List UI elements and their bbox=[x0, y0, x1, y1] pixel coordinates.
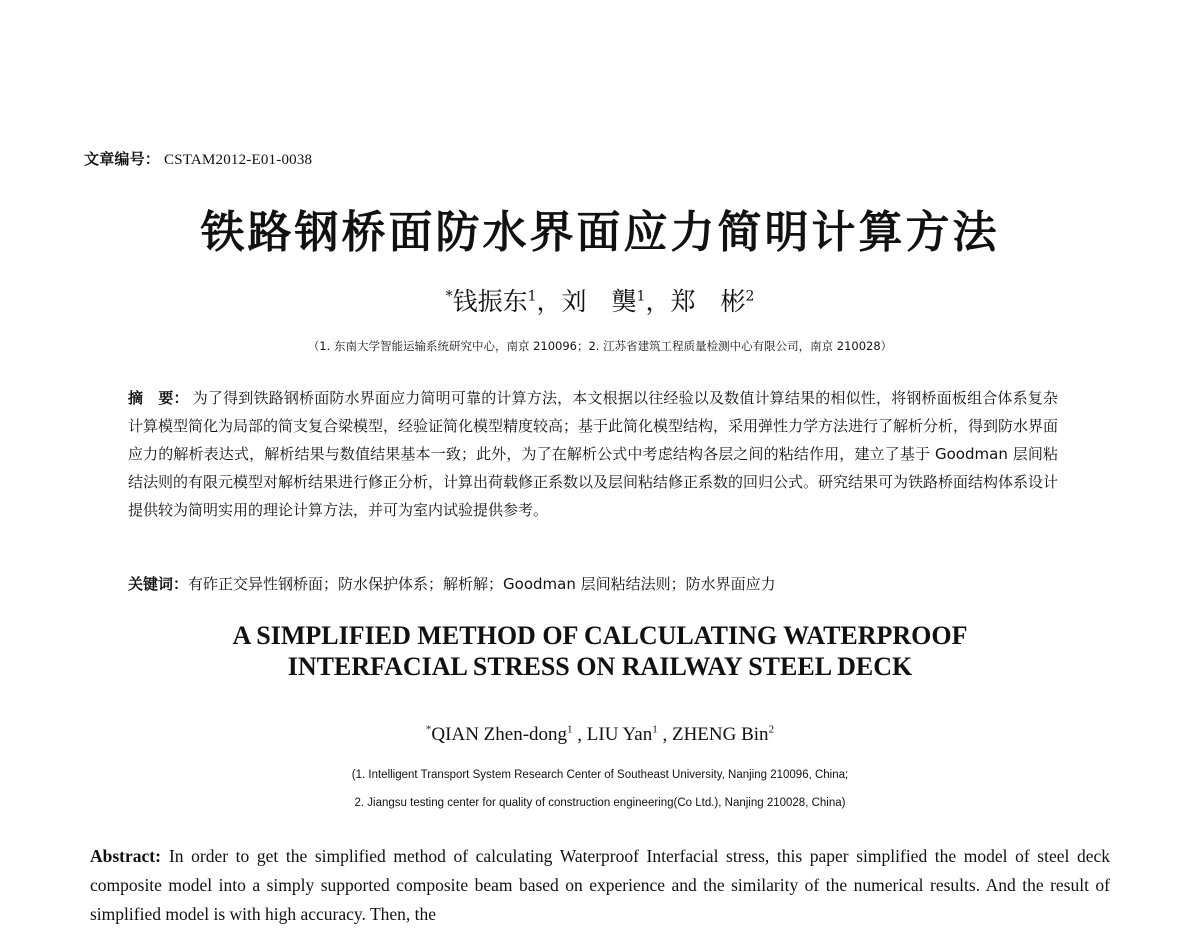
en-author-3: ZHENG Bin$^2$ bbox=[671, 724, 775, 746]
english-title-line-2: INTERFACIAL STRESS ON RAILWAY STEEL DECK bbox=[287, 652, 913, 681]
english-title bbox=[0, 620, 1200, 682]
english-abstract-label: Abstract: bbox=[90, 846, 161, 866]
chinese-keywords-text: 有砟正交异性钢桥面；防水保护体系；解析解；Goodman 层间粘结法则；防水界面应力 bbox=[188, 575, 776, 593]
chinese-title: 铁路钢桥面防水界面应力简明计算方法 bbox=[200, 207, 1000, 258]
english-abstract bbox=[90, 842, 1110, 929]
article-number-value: CSTAM2012-E01-0038 bbox=[164, 152, 313, 168]
en-author-2: LIU Yan$^1$ bbox=[586, 724, 658, 746]
chinese-abstract bbox=[128, 384, 1058, 524]
english-title-line-1: A SIMPLIFIED METHOD OF CALCULATING WATERPROOF bbox=[232, 621, 968, 650]
author-1: *钱振东$^1$ bbox=[445, 287, 537, 316]
article-number bbox=[84, 148, 312, 169]
en-author-1: *QIAN Zhen-dong$^1$ bbox=[425, 724, 573, 746]
english-abstract-text: In order to get the simplified method of calculating Waterproof Interfacial stress, this paper simplified the model of steel deck composite model into a simply supported composite beam based on experience and the similarity of the numerical results. And the result of simplified model is with high accuracy. Then, the bbox=[90, 846, 1110, 924]
chinese-keywords-label: 关键词： bbox=[128, 575, 189, 593]
author-2: 刘 龑$^1$ bbox=[561, 287, 646, 316]
english-authors: *QIAN Zhen-dong$^1$ , LIU Yan$^1$ , ZHENG Bin$^2$ bbox=[425, 724, 775, 746]
article-number-label: 文章编号： bbox=[84, 150, 161, 168]
english-affiliation-1: (1. Intelligent Transport System Research Center of Southeast University, Nanjing 210096, China; bbox=[351, 769, 849, 781]
chinese-affiliation: （1. 东南大学智能运输系统研究中心，南京 210096；2. 江苏省建筑工程质量检测中心有限公司，南京 210028） bbox=[307, 339, 893, 353]
author-3: 郑 彬$^2$ bbox=[670, 287, 755, 316]
english-affiliation-2: 2. Jiangsu testing center for quality of construction engineering(Co Ltd.), Nanjing 210028, China) bbox=[354, 797, 846, 809]
chinese-keywords bbox=[128, 572, 1058, 596]
chinese-authors: *钱振东$^1$，刘 龑$^1$，郑 彬$^2$ bbox=[445, 287, 755, 316]
chinese-abstract-text: 为了得到铁路钢桥面防水界面应力简明可靠的计算方法，本文根据以往经验以及数值计算结果的相似性，将钢桥面板组合体系复杂计算模型简化为局部的简支复合梁模型，经验证简化模型精度较高；基于此简化模型结构，采用弹性力学方法进行了解析分析，得到防水界面应力的解析表达式，解析结果与数值结果基本一致；此外，为了在解析公式中考虑结构各层之间的粘结作用，建立了基于 Goodman 层间粘结法则的有限元模型对解析结果进行修正分析，计算出荷载修正系数以及层间粘结修正系数的回归公式。研究结果可为铁路桥面结构体系设计提供较为简明实用的理论计算方法，并可为室内试验提供参考。 bbox=[128, 389, 1059, 519]
chinese-abstract-label: 摘 要： bbox=[128, 389, 189, 407]
